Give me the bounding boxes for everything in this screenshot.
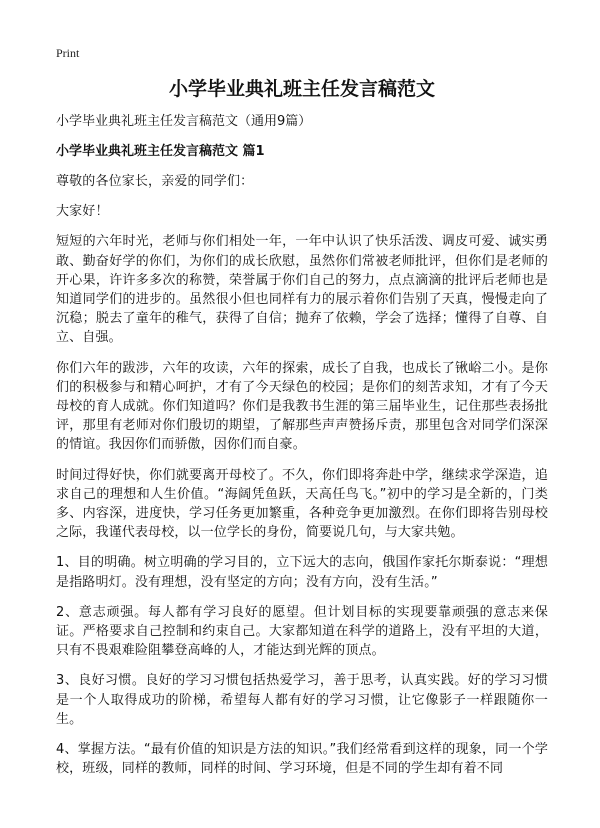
- body-paragraph: 你们六年的跋涉，六年的攻读，六年的探索，成长了自我，也成长了锹峪二小。是你们的积极参与和精心呵护，才有了今天绿色的校园；是你们的刻苦求知，才有了今天母校的育人成就。你们知道吗？你们是我教书生涯的第三届毕业生，记住那些表扬批评，那里有老师对你们殷切的期望，了解那些声声赞扬斥责，那里包含对同学们深深的情谊。我因你们而骄傲，因你们而自豪。: [56, 360, 548, 453]
- page-title: 小学毕业典礼班主任发言稿范文: [168, 78, 435, 100]
- greeting: 大家好！: [56, 204, 109, 220]
- document-subtitle: 小学毕业典礼班主任发言稿范文（通用9篇）: [56, 114, 312, 129]
- body-paragraph: 时间过得好快，你们就要离开母校了。不久，你们即将奔赴中学，继续求学深造，追求自己的理想和人生价值。“海阔凭鱼跃，天高任鸟飞。”初中的学习是全新的，门类多、内容深，进度快，学习任务更加繁重，各种竞争更加激烈。在你们即将告别母校之际，我谨代表母校，以一位学长的身份，简要说几句，与大家共勉。: [56, 467, 548, 541]
- salutation: 尊敬的各位家长，亲爱的同学们：: [56, 174, 254, 189]
- print-link[interactable]: Print: [56, 46, 80, 60]
- document-page: [56, 76, 548, 789]
- body-paragraph: 3、良好习惯。良好的学习习惯包括热爱学习，善于思考，认真实践。好的学习习惯是一个人取得成功的阶梯，希望每人都有好的学习习惯，让它像影子一样跟随你一生。: [56, 673, 548, 727]
- section-heading: 小学毕业典礼班主任发言稿范文 篇1: [56, 144, 265, 159]
- body-paragraph: 4、掌握方法。“最有价值的知识是方法的知识。”我们经常看到这样的现象，同一个学校，班级，同样的教师，同样的时间、学习环境，但是不同的学生却有着不同: [56, 742, 548, 777]
- body-paragraph: 短短的六年时光，老师与你们相处一年，一年中认识了快乐活泼、调皮可爱、诚实勇敢、勤奋好学的你们，为你们的成长欣慰，虽然你们常被老师批评，但你们是老师的开心果，许许多多次的称赞，荣誉属于你们自己的努力，点点滴滴的批评后老师也是知道同学们的进步的。虽然很小但也同样有力的展示着你们告别了天真，慢慢走向了沉稳；脱去了童年的稚气，获得了自信；抛弃了依赖，学会了选择；懂得了自尊、自立、自强。: [56, 234, 548, 346]
- body-paragraph: 1、目的明确。树立明确的学习目的，立下远大的志向，俄国作家托尔斯泰说：“理想是指路明灯。没有理想，没有坚定的方向；没有方向，没有生活。”: [56, 555, 548, 590]
- body-paragraph: 2、意志顽强。每人都有学习良好的愿望。但计划目标的实现要靠顽强的意志来保证。严格要求自己控制和约束自己。大家都知道在科学的道路上，没有平坦的大道，只有不畏艰难险阻攀登高峰的人，才能达到光辉的顶点。: [56, 604, 548, 659]
